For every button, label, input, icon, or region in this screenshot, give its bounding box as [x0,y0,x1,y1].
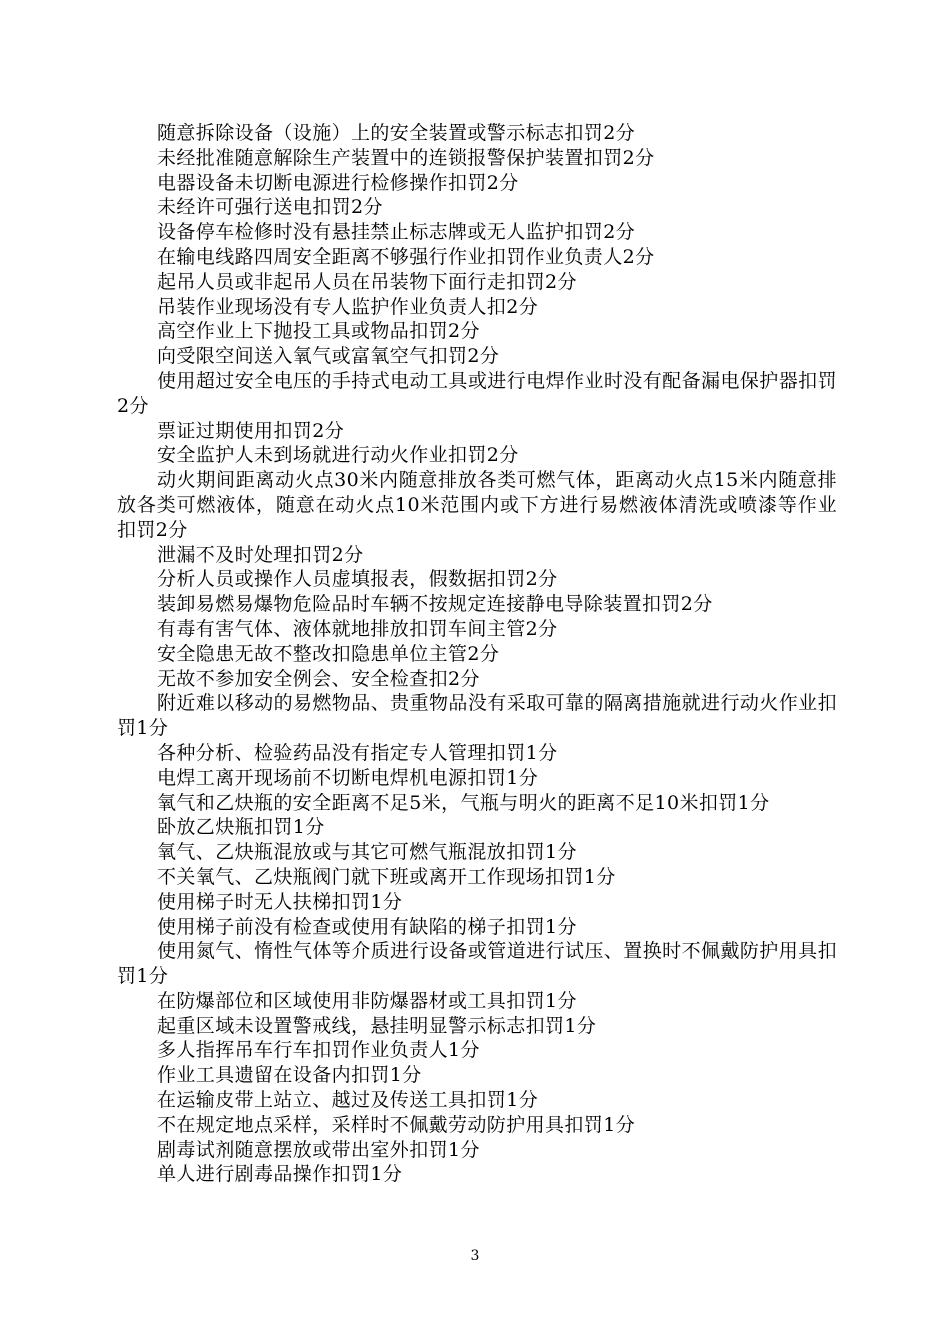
paragraph: 未经批准随意解除生产装置中的连锁报警保护装置扣罚2分 [157,146,655,169]
paragraph: 有毒有害气体、液体就地排放扣罚车间主管2分 [157,617,558,640]
paragraph: 作业工具遗留在设备内扣罚1分 [157,1064,422,1087]
document-body [117,121,837,1187]
paragraph: 使用梯子前没有检查或使用有缺陷的梯子扣罚1分 [157,915,577,938]
paragraph: 起重区域未设置警戒线，悬挂明显警示标志扣罚1分 [157,1014,597,1037]
paragraph: 票证过期使用扣罚2分 [157,419,345,442]
paragraph: 氧气和乙炔瓶的安全距离不足5米，气瓶与明火的距离不足10米扣罚1分 [157,791,770,814]
paragraph: 卧放乙炔瓶扣罚1分 [157,816,325,839]
paragraph: 电器设备未切断电源进行检修操作扣罚2分 [157,171,519,194]
paragraph: 在防爆部位和区域使用非防爆器材或工具扣罚1分 [157,989,577,1012]
paragraph: 使用超过安全电压的手持式电动工具或进行电焊作业时没有配备漏电保护器扣罚2分 [117,369,837,417]
paragraph: 泄漏不及时处理扣罚2分 [157,543,364,566]
paragraph: 未经许可强行送电扣罚2分 [157,196,383,219]
paragraph: 吊装作业现场没有专人监护作业负责人扣2分 [157,295,539,318]
paragraph: 单人进行剧毒品操作扣罚1分 [157,1163,403,1186]
paragraph: 剧毒试剂随意摆放或带出室外扣罚1分 [157,1138,480,1161]
paragraph: 电焊工离开现场前不切断电焊机电源扣罚1分 [157,766,539,789]
page-number: 3 [470,1248,480,1264]
paragraph: 使用梯子时无人扶梯扣罚1分 [157,890,403,913]
paragraph: 高空作业上下抛投工具或物品扣罚2分 [157,320,480,343]
paragraph: 无故不参加安全例会、安全检查扣2分 [157,667,480,690]
paragraph: 安全监护人未到场就进行动火作业扣罚2分 [157,444,519,467]
paragraph: 动火期间距离动火点30米内随意排放各类可燃气体，距离动火点15米内随意排放各类可燃液体，随意在动火点10米范围内或下方进行易燃液体清洗或喷漆等作业扣罚2分 [117,469,837,541]
paragraph: 向受限空间送入氧气或富氧空气扣罚2分 [157,345,500,368]
paragraph: 在输电线路四周安全距离不够强行作业扣罚作业负责人2分 [157,245,655,268]
paragraph: 使用氮气、惰性气体等介质进行设备或管道进行试压、置换时不佩戴防护用具扣罚1分 [117,940,837,988]
paragraph: 多人指挥吊车行车扣罚作业负责人1分 [157,1039,480,1062]
paragraph: 起吊人员或非起吊人员在吊装物下面行走扣罚2分 [157,270,577,293]
paragraph: 随意拆除设备（设施）上的安全装置或警示标志扣罚2分 [157,122,636,144]
paragraph: 附近难以移动的易燃物品、贵重物品没有采取可靠的隔离措施就进行动火作业扣罚1分 [117,692,837,740]
paragraph: 氧气、乙炔瓶混放或与其它可燃气瓶混放扣罚1分 [157,841,577,864]
paragraph: 分析人员或操作人员虚填报表，假数据扣罚2分 [157,568,558,591]
paragraph: 不关氧气、乙炔瓶阀门就下班或离开工作现场扣罚1分 [157,865,616,888]
paragraph: 在运输皮带上站立、越过及传送工具扣罚1分 [157,1089,539,1112]
paragraph: 设备停车检修时没有悬挂禁止标志牌或无人监护扣罚2分 [157,221,636,244]
paragraph: 装卸易燃易爆物危险品时车辆不按规定连接静电导除装置扣罚2分 [157,593,713,616]
paragraph: 安全隐患无故不整改扣隐患单位主管2分 [157,642,500,665]
paragraph: 不在规定地点采样，采样时不佩戴劳动防护用具扣罚1分 [157,1113,636,1136]
paragraph: 各种分析、检验药品没有指定专人管理扣罚1分 [157,741,558,764]
